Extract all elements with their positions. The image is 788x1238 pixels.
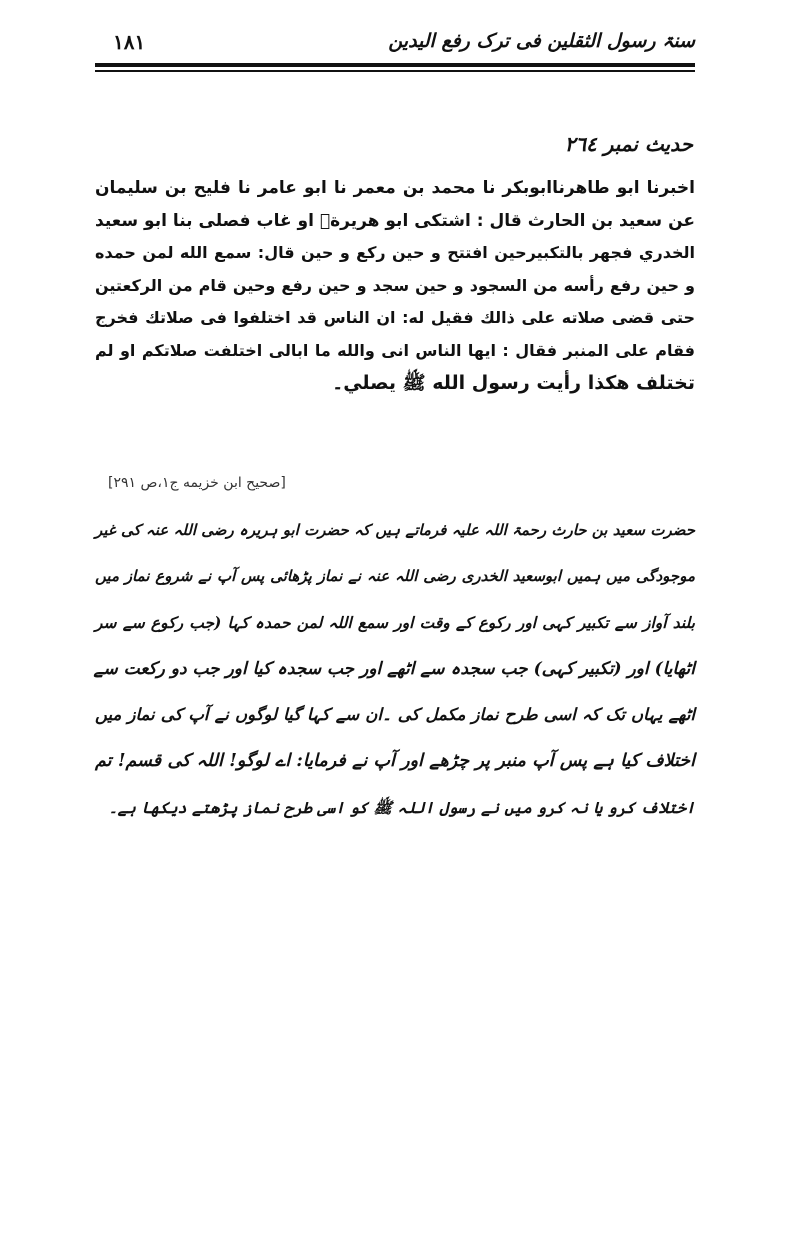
urdu-line: اٹھایا) اور (تکبیر کہی) جب سجدہ سے اٹھے اور جب سجدہ کیا اور جب دو رکعت سے — [93, 658, 695, 679]
urdu-line: موجودگی میں ہمیں ابوسعید الخدری رضی اللہ عنہ نے نماز پڑھائی پس آپ نے شروع نماز میں — [95, 567, 695, 586]
page-number: ۱۸۱ — [113, 30, 146, 54]
arabic-line: تختلف هكذا رأيت رسول الله ﷺ يصلي۔ — [332, 372, 695, 394]
urdu-line: اختلاف کیا ہے پس آپ منبر پر چڑھے اور آپ نے فرمایا: اے لوگو! اللہ کی قسم! تم — [95, 751, 695, 772]
urdu-line: اختلاف کرو یا نہ کرو میں نے رسول اللہ ﷺ کو اسی طرح نماز پڑھتے دیکھا ہے۔ — [108, 797, 695, 817]
arabic-hadith-text — [95, 172, 695, 400]
arabic-line: عن سعيد بن الحارث قال : اشتكى ابو هريرةؓ او غاب فصلى بنا ابو سعيد — [95, 210, 695, 231]
arabic-line: الخدري فجهر بالتكبيرحين افتتح و حين ركع و حين قال: سمع الله لمن حمده — [95, 243, 695, 262]
urdu-line: اٹھے یہاں تک کہ اسی طرح نماز مکمل کی ۔ان سے کہا گیا لوگوں نے آپ کی نماز میں — [95, 705, 695, 725]
arabic-line: اخبرنا ابو طاهرناابوبكر نا محمد بن معمر نا ابو عامر نا فليح بن سليمان — [95, 178, 695, 198]
urdu-line: حضرت سعید بن حارث رحمۃ اللہ علیہ فرماتے ہیں کہ حضرت ابو ہریرہ رضی اللہ عنہ کی غیر — [95, 521, 695, 539]
source-reference: [صحيح ابن خزيمه ج١،ص ٢٩١] — [108, 475, 286, 491]
arabic-line: و حين رفع رأسه من السجود و حين سجد و حين رفع وحين قام من الركعتين — [95, 275, 695, 295]
hadith-number-heading: حدیث نمبر ٢٦٤ — [564, 132, 693, 156]
arabic-line: فقام على المنبر فقال : ايها الناس انى والله ما ابالى اختلفت صلاتكم او لم — [95, 340, 695, 360]
header-rule-thick — [95, 63, 695, 67]
arabic-line: حتى قضى صلاته على ذالك فقيل له: ان الناس قد اختلفوا فى صلاتك فخرج — [95, 308, 695, 327]
header-rule-thin — [95, 70, 695, 72]
urdu-line: بلند آواز سے تکبیر کہی اور رکوع کے وقت اور سمع اللہ لمن حمدہ کہا (جب رکوع سے سر — [95, 612, 695, 632]
book-title: سنۃ رسول الثقلین فی ترک رفع الیدین — [388, 30, 695, 52]
running-header — [95, 28, 695, 64]
urdu-translation — [95, 507, 695, 831]
